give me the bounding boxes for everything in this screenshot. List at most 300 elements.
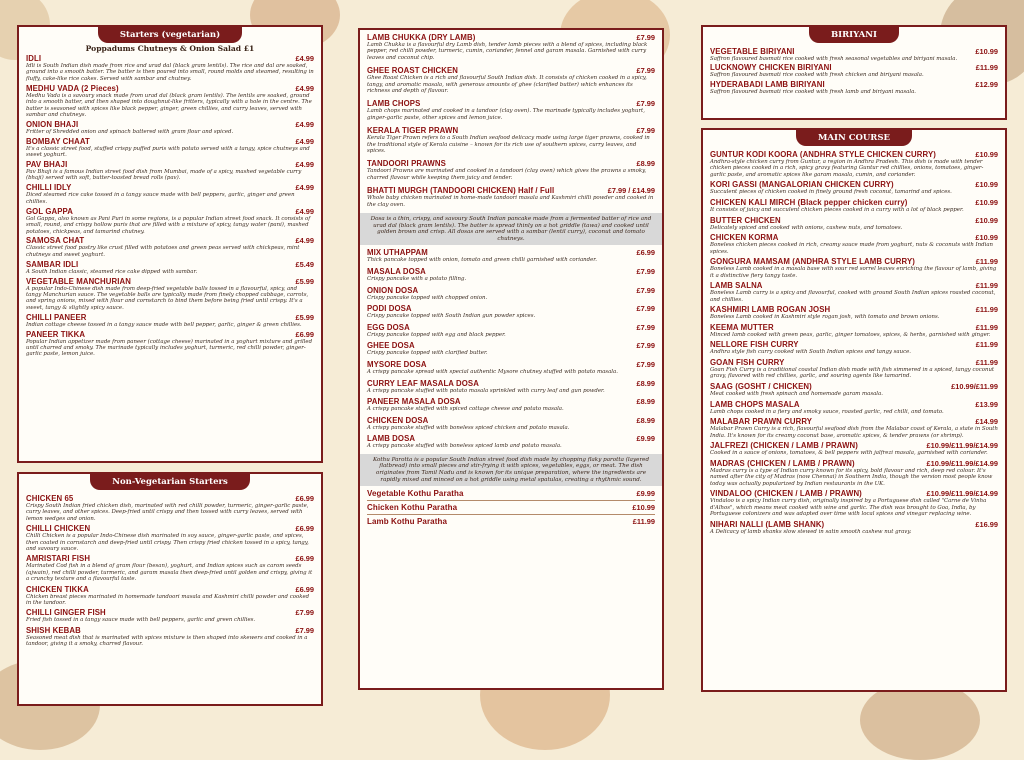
menu-item-row bbox=[367, 503, 655, 512]
menu-item-row bbox=[367, 286, 655, 295]
menu-item-row bbox=[26, 313, 314, 322]
menu-item bbox=[703, 281, 1005, 303]
menu-item bbox=[360, 66, 662, 94]
menu-item-description: A crispy pancake stuffed with potato masala sprinkled with curry leaf and gun powder. bbox=[367, 387, 605, 394]
menu-item bbox=[360, 503, 662, 512]
menu-item-price: £14.99 bbox=[975, 417, 998, 427]
menu-item-price: £7.99 bbox=[636, 33, 655, 42]
menu-item-price: £13.99 bbox=[975, 399, 998, 409]
middle-panel bbox=[358, 28, 664, 690]
menu-item-name: GUNTUR KODI KOORA (ANDHRA STYLE CHICKEN CURRY) bbox=[710, 150, 936, 159]
menu-item-row bbox=[26, 160, 314, 169]
menu-item-price: £5.99 bbox=[295, 312, 314, 322]
menu-item-row bbox=[26, 494, 314, 503]
menu-item-name: CHILLI IDLY bbox=[26, 183, 72, 193]
menu-item bbox=[360, 304, 662, 319]
menu-item-row bbox=[710, 323, 998, 332]
menu-item-row bbox=[26, 608, 314, 617]
menu-item-row bbox=[26, 524, 314, 533]
menu-item-description: Pav Bhaji is a famous Indian street food dish from Mumbai, made of a spicy, mashed vegetable curry (bhaji) served with soft, butter-toasted bread rolls (pav). bbox=[26, 169, 302, 182]
menu-item-row bbox=[710, 459, 998, 468]
menu-item-price: £7.99 bbox=[636, 126, 655, 136]
menu-item bbox=[19, 626, 321, 648]
menu-item-description: It consists of juicy and succulent chicken pieces cooked in a curry with a lot of black pepper. bbox=[710, 207, 964, 213]
menu-item-name: SAMOSA CHAT bbox=[26, 236, 85, 246]
menu-item bbox=[19, 524, 321, 552]
menu-item-price: £7.99 bbox=[636, 285, 655, 295]
menu-item-description: Minced lamb cooked with green peas, garlic, ginger tomatoes, spices, & herbs, garnished with ginger. bbox=[710, 331, 991, 338]
menu-item-row bbox=[710, 257, 998, 266]
menu-item-row bbox=[710, 47, 998, 56]
menu-item bbox=[703, 305, 1005, 320]
menu-item-description: Marinated Cod fish in a blend of gram flour (besan), yoghurt, and Indian spices such as carom seeds (ajwain), red chilli powder, turmeric, and garam masala then deep-fried until golden and crispy, giving it a crunchy texture and a flavourful taste. bbox=[26, 563, 313, 583]
menu-item-description: Fried fish tossed in a tangy sauce made with bell peppers, garlic and green chillies. bbox=[26, 617, 256, 624]
menu-item-row bbox=[26, 84, 314, 93]
menu-item-row bbox=[367, 397, 655, 406]
menu-item-name: MADRAS (CHICKEN / LAMB / PRAWN) bbox=[710, 458, 855, 468]
menu-item bbox=[360, 517, 662, 526]
menu-item bbox=[703, 180, 1005, 195]
menu-item-name: BUTTER CHICKEN bbox=[710, 215, 781, 225]
menu-item-description: Lamb chops marinated and cooked in a tandoor (clay oven). The marinade typically includes yoghurt, ginger-garlic paste, other spices and lemon juice. bbox=[367, 108, 645, 121]
menu-item-description: Idli is South Indian dish made from rice and urad dal (black gram lentils). The rice and dal are soaked, ground into a smooth batter. The batter is then poured into small, round molds and steamed, resulting in fluffy, cake-like rice cakes. Served with sambar and chutney. bbox=[26, 63, 314, 82]
menu-item-description: Andhra style fish curry cooked with South Indian spices and tangy sauce. bbox=[710, 349, 912, 356]
menu-item-description: Diced steamed rice cake tossed in a tangy sauce made with bell peppers, garlic, ginger and green chillies. bbox=[26, 192, 295, 205]
menu-item-name: PODI DOSA bbox=[367, 304, 412, 314]
menu-item-description: Kerala Tiger Prawn refers to a South Indian seafood delicacy made using large tiger prawns, cooked in the traditional style of Kerala cuisine – known for its rich use of southern spices, curry leaves, and spices. bbox=[367, 135, 650, 155]
menu-item-price: £7.99 bbox=[636, 66, 655, 76]
panel-title: Non-Vegetarian Starters bbox=[90, 474, 250, 490]
panel-title: Starters (vegetarian) bbox=[98, 27, 242, 43]
menu-item-name: GOAN FISH CURRY bbox=[710, 357, 785, 367]
menu-item-row bbox=[26, 236, 314, 245]
menu-item-name: KORI GASSI (MANGALORIAN CHICKEN CURRY) bbox=[710, 180, 894, 190]
menu-item-price: £10.99/£11.99 bbox=[951, 381, 998, 391]
menu-item-price: £11.99 bbox=[975, 340, 998, 350]
menu-item-name: CHILLI GINGER FISH bbox=[26, 608, 106, 618]
menu-item-row bbox=[710, 281, 998, 290]
menu-item-price: £10.99 bbox=[632, 503, 655, 513]
menu-item-price: £11.99 bbox=[632, 517, 655, 527]
menu-item-name: GOL GAPPA bbox=[26, 206, 73, 216]
food-photo-decoration bbox=[860, 680, 980, 760]
menu-item-row bbox=[367, 66, 655, 75]
menu-item-name: CHICKEN KORMA bbox=[710, 233, 779, 243]
menu-item-description: Succulent pieces of chicken cooked in finely ground fresh coconut, tamarind and spices. bbox=[710, 189, 952, 196]
menu-item-row bbox=[367, 186, 655, 195]
menu-item-description: Lamb Chukka is a flavourful dry Lamb dish, tender lamb pieces with a blend of spices, including black pepper, red chilli powder, turmeric, cumin, coriander, fennel and garam masala. Garnished with curry leaves and coconut chip. bbox=[367, 42, 648, 61]
menu-item-price: £10.99/£11.99/£14.99 bbox=[926, 441, 998, 451]
menu-item-name: LAMB CHUKKA (DRY LAMB) bbox=[367, 33, 476, 42]
menu-item-price: £7.99 bbox=[636, 360, 655, 370]
menu-item-row bbox=[710, 63, 998, 72]
menu-item bbox=[703, 323, 1005, 338]
menu-item-description: Lamb chops cooked in a fiery and smoky sauce, roasted garlic, red chilli, and tomato. bbox=[710, 408, 944, 415]
menu-item-name: CURRY LEAF MASALA DOSA bbox=[367, 378, 479, 388]
menu-item-description: Malabar Prawn Curry is a rich, flavourful seafood dish from the Malabar coast of Kerala, a state in South India. It's known for its creamy coconut base, aromatic spices, & tender prawns (or shrimp). bbox=[710, 426, 998, 439]
menu-item bbox=[703, 459, 1005, 487]
menu-item-name: MYSORE DOSA bbox=[367, 360, 427, 370]
menu-item-description: A crispy pancake stuffed with spiced cottage cheese and potato masala. bbox=[367, 406, 564, 413]
menu-item bbox=[360, 248, 662, 263]
menu-item-row bbox=[367, 434, 655, 443]
menu-item-name: BOMBAY CHAAT bbox=[26, 136, 90, 146]
menu-item bbox=[703, 233, 1005, 255]
menu-item-price: £7.99 / £14.99 bbox=[607, 186, 655, 196]
menu-item bbox=[360, 126, 662, 154]
menu-divider bbox=[367, 514, 655, 515]
menu-item-description: Chilli Chicken is a popular Indo-Chinese dish marinated in soy sauce, ginger-garlic paste, and spices, then coated in cornstarch and deep-fried until crispy. Then crispy fried chicken tossed in a spicy, tangy, and savoury sauce. bbox=[26, 533, 309, 553]
menu-item-row bbox=[367, 323, 655, 332]
menu-item-row bbox=[710, 520, 998, 529]
menu-item-name: CHILLI PANEER bbox=[26, 312, 87, 322]
menu-item-description: Andhra-style chicken curry from Guntur, a region in Andhra Pradesh. This dish is made with tender chicken pieces cooked in a rich, spicy gravy featuring Guntur red chillies, onions, tomatoes, ginger-garlic paste, and aromatic spices like garam masala, cumin, and coriander. bbox=[710, 159, 984, 178]
menu-item-description: Classic street food pastry like crust filled with potatoes and green peas served with chickpeas, mint chutneys and sweet yoghurt. bbox=[26, 245, 300, 258]
menu-item-name: Vegetable Kothu Paratha bbox=[367, 489, 464, 499]
menu-item-row bbox=[26, 207, 314, 216]
menu-item-name: KASHMIRI LAMB ROGAN JOSH bbox=[710, 305, 831, 315]
menu-list bbox=[703, 47, 1005, 95]
menu-list bbox=[703, 150, 1005, 535]
menu-item bbox=[703, 520, 1005, 535]
menu-item-row bbox=[710, 216, 998, 225]
menu-item bbox=[360, 360, 662, 375]
menu-item-row bbox=[710, 400, 998, 409]
menu-item-name: ONION BHAJI bbox=[26, 119, 79, 129]
menu-item bbox=[19, 277, 321, 312]
menu-item bbox=[703, 441, 1005, 456]
menu-item-name: KERALA TIGER PRAWN bbox=[367, 126, 459, 136]
menu-item-name: GHEE ROAST CHICKEN bbox=[367, 66, 459, 76]
menu-item-price: £11.99 bbox=[975, 305, 998, 315]
menu-item-row bbox=[367, 379, 655, 388]
menu-item-name: VEGETABLE BIRIYANI bbox=[710, 47, 795, 56]
menu-item-price: £7.99 bbox=[636, 99, 655, 109]
menu-item bbox=[703, 47, 1005, 62]
menu-item bbox=[360, 323, 662, 338]
menu-item-row bbox=[26, 260, 314, 269]
menu-item-description: A crispy pancake spread with special authentic Mysore chutney stuffed with potato masala. bbox=[367, 369, 618, 376]
menu-item-price: £4.99 bbox=[295, 236, 314, 246]
menu-item-row bbox=[710, 305, 998, 314]
menu-item-price: £11.99 bbox=[975, 322, 998, 332]
menu-item-name: PAV BHAJI bbox=[26, 160, 68, 170]
menu-item-price: £7.99 bbox=[636, 322, 655, 332]
menu-item bbox=[703, 382, 1005, 397]
menu-item-price: £11.99 bbox=[975, 357, 998, 367]
menu-item bbox=[703, 400, 1005, 415]
menu-item-row bbox=[26, 277, 314, 286]
menu-item bbox=[19, 137, 321, 159]
dosa-note: Dosa is a thin, crispy, and savoury South Indian pancake made from a fermented batter of rice and urad dal (black gram lentils). The batter is spread thinly on a hot griddle (tawa) and cooked until golden brown and crisp. All dosas are served with a sambar (lentil curry), coconut and tomato chutneys. bbox=[360, 213, 662, 245]
menu-item-row bbox=[367, 33, 655, 42]
menu-item-description: Delicately spiced and cooked with onions, cashew nuts, and tomatoes. bbox=[710, 224, 903, 231]
menu-item-row bbox=[710, 417, 998, 426]
menu-item-description: Whole baby chicken marinated in home-made tandoori masala and Kashmiri chilli powder and cooked in the clay oven. bbox=[367, 195, 654, 208]
menu-item-price: £4.99 bbox=[295, 54, 314, 63]
menu-item-price: £10.99 bbox=[975, 215, 998, 225]
menu-item bbox=[19, 207, 321, 235]
menu-item-row bbox=[26, 330, 314, 339]
menu-item-row bbox=[26, 54, 314, 63]
menu-item-name: PANEER MASALA DOSA bbox=[367, 397, 461, 407]
menu-item-price: £10.99 bbox=[975, 233, 998, 243]
menu-item bbox=[360, 267, 662, 282]
menu-item-price: £6.99 bbox=[295, 329, 314, 339]
menu-item-price: £10.99/£11.99/£14.99 bbox=[926, 458, 998, 468]
menu-item-name: BHATTI MURGH (TANDOORI CHICKEN) Half / Full bbox=[367, 186, 555, 196]
menu-item-description: Boneless Lamb cooked in a masala base with sour red sorrel leaves enriching the flavour of lamb, giving it a distinctive fiery tangy taste. bbox=[710, 266, 997, 279]
menu-item-name: IDLI bbox=[26, 54, 42, 63]
menu-item-name: PANEER TIKKA bbox=[26, 329, 86, 339]
menu-list bbox=[19, 54, 321, 358]
menu-item-name: LAMB SALNA bbox=[710, 281, 763, 291]
menu-item-price: £8.99 bbox=[636, 397, 655, 407]
menu-item bbox=[360, 379, 662, 394]
menu-item-price: £6.99 bbox=[295, 554, 314, 564]
menu-item-description: Crispy pancake topped with chopped onion. bbox=[367, 294, 488, 301]
menu-item-price: £8.99 bbox=[636, 159, 655, 169]
menu-item-name: EGG DOSA bbox=[367, 322, 410, 332]
menu-item-description: Thick pancake topped with onion, tomato and green chilli garnished with coriander. bbox=[367, 257, 597, 264]
menu-item-price: £4.99 bbox=[295, 206, 314, 216]
menu-item-description: Saffron flavoured basmati rice cooked with fresh seasonal vegetables and biriyani masala. bbox=[710, 56, 958, 62]
menu-item-row bbox=[710, 489, 998, 498]
menu-item bbox=[360, 416, 662, 431]
menu-item-price: £4.99 bbox=[295, 119, 314, 129]
menu-item bbox=[703, 489, 1005, 517]
menu-item bbox=[360, 397, 662, 412]
menu-item-name: VINDALOO (CHICKEN / LAMB / PRAWN) bbox=[710, 489, 862, 499]
menu-item-row bbox=[367, 267, 655, 276]
menu-item-row bbox=[367, 416, 655, 425]
starters-nonveg-panel bbox=[17, 472, 323, 706]
menu-item-price: £6.99 bbox=[636, 248, 655, 258]
menu-item bbox=[703, 216, 1005, 231]
menu-item-description: Tandoori Prawns are marinated and cooked in a tandoori (clay oven) which gives the prawns a smoky, charred flavour while keeping them juicy and tender. bbox=[367, 168, 647, 181]
menu-item-name: LAMB DOSA bbox=[367, 434, 416, 444]
menu-item-row bbox=[710, 441, 998, 450]
menu-item-name: CHICKEN DOSA bbox=[367, 415, 429, 425]
menu-item-price: £16.99 bbox=[975, 519, 998, 529]
menu-item-price: £8.99 bbox=[636, 415, 655, 425]
menu-item-description: Crispy pancake with a potato filling. bbox=[367, 276, 467, 283]
menu-item-name: ONION DOSA bbox=[367, 285, 419, 295]
menu-item-description: Saffron flavoured basmati rice cooked with fresh lamb and biriyani masala. bbox=[710, 88, 917, 95]
menu-item-name: CHICKEN KALI MIRCH (Black pepper chicken curry) bbox=[710, 198, 908, 207]
menu-item-price: £9.99 bbox=[636, 489, 655, 499]
menu-item-name: KEEMA MUTTER bbox=[710, 322, 774, 332]
menu-item-row bbox=[710, 80, 998, 89]
menu-item-description: Boneless Lamb cooked in Kashmiri style rogan josh, with tomato and brown onions. bbox=[710, 314, 940, 321]
menu-item-description: Boneless Lamb curry is a spicy and flavourful, cooked with ground South Indian spices roasted coconut, and chillies. bbox=[710, 290, 996, 303]
panel-title: MAIN COURSE bbox=[796, 130, 912, 146]
menu-list bbox=[360, 33, 662, 208]
menu-item-name: GONGURA MAMSAM (ANDHRA STYLE LAMB CURRY) bbox=[710, 257, 915, 267]
menu-list bbox=[360, 489, 662, 526]
starters-veg-panel bbox=[17, 25, 323, 463]
menu-item-description: Seasoned meat dish that is marinated with spices mixture is then shaped into skewers and cooked in a tandoor, giving it a smoky, charred flavour. bbox=[26, 634, 308, 648]
menu-item-price: £6.99 bbox=[295, 524, 314, 534]
menu-item-description: Fritter of Shredded onion and spinach battered with gram flour and spiced. bbox=[26, 128, 234, 135]
menu-item-description: Crispy South Indian fried chicken dish, marinated with red chilli powder, turmeric, ginger-garlic paste, curry leaves, and other spices. Deep-fried until crispy and then tossed with curry leaves, served with lemon wedges and onion. bbox=[26, 503, 309, 522]
menu-item-price: £7.99 bbox=[636, 341, 655, 351]
menu-item-description: Gol Gappa, also known as Pani Puri in some regions, is a popular Indian street food snack. It consists of small, round, and crispy hollow puris that are filled with a mixture of spicy, tangy water (pani), mashed potatoes, chickpeas, and tamarind chutney. bbox=[26, 215, 311, 235]
menu-item-row bbox=[710, 382, 998, 391]
menu-item-price: £10.99/£11.99/£14.99 bbox=[926, 489, 998, 499]
menu-item-name: JALFREZI (CHICKEN / LAMB / PRAWN) bbox=[710, 441, 858, 451]
menu-item-price: £8.99 bbox=[636, 378, 655, 388]
menu-item bbox=[703, 80, 1005, 95]
menu-item bbox=[360, 99, 662, 121]
menu-item-description: A crispy pancake stuffed with boneless spiced lamb and potato masala. bbox=[367, 443, 562, 450]
menu-item bbox=[360, 489, 662, 498]
menu-item-price: £11.99 bbox=[975, 281, 998, 291]
menu-item-description: Ghee Roast Chicken is a rich and flavourful South Indian dish. It consists of chicken cooked in a spicy, tangy, and aromatic masala, with generous amounts of ghee (clarified butter) which enhances its richness and depth of flavour. bbox=[367, 75, 647, 95]
menu-item-description: Cooked in a sauce of onions, tomatoes, & bell peppers with jalfrezi masala, garnished with coriander. bbox=[710, 450, 988, 457]
menu-item-description: Popular Indian appetizer made from paneer (cottage cheese) marinated in a yoghurt mixture and grilled until charred and smoky. The marinade typically includes yoghurt, turmeric, red chilli powder, ginger-garlic paste, lemon juice. bbox=[26, 338, 313, 358]
menu-item-name: LUCKNOWY CHICKEN BIRIYANI bbox=[710, 63, 832, 73]
menu-item-name: SHISH KEBAB bbox=[26, 625, 81, 635]
menu-item-price: £7.99 bbox=[636, 304, 655, 314]
menu-item-row bbox=[367, 360, 655, 369]
menu-item bbox=[19, 54, 321, 82]
menu-item-description: Goan Fish Curry is a traditional coastal Indian dish made with fish simmered in a spiced, tangy coconut gravy, flavored with red chillies, garlic, and souring agents like tamarind. bbox=[710, 366, 995, 380]
menu-item-price: £7.99 bbox=[295, 625, 314, 635]
menu-item-description: A popular Indo-Chinese dish made from deep-fried vegetable balls tossed in a flavourful, spicy, and tangy Manchurian sauce. The vegetable balls are typically made from finely chopped cabbage, carrots, and spring onions, mixed with flour and cornstarch to bind them before being fried until crispy. It's a sweet, tangy & slightly spicy sauce. bbox=[26, 285, 309, 311]
menu-item-row bbox=[367, 126, 655, 135]
biriyani-panel bbox=[701, 25, 1007, 120]
menu-item bbox=[19, 260, 321, 275]
menu-item-row bbox=[367, 248, 655, 257]
menu-item-price: £7.99 bbox=[636, 267, 655, 277]
menu-item-name: MASALA DOSA bbox=[367, 267, 426, 277]
menu-item-row bbox=[710, 150, 998, 159]
menu-item-description: A crispy pancake stuffed with boneless spiced chicken and potato masala. bbox=[367, 424, 570, 431]
menu-item-name: NIHARI NALLI (LAMB SHANK) bbox=[710, 519, 825, 529]
menu-item-name: TANDOORI PRAWNS bbox=[367, 159, 446, 169]
menu-item-row bbox=[710, 358, 998, 367]
menu-item bbox=[360, 159, 662, 181]
menu-item bbox=[19, 120, 321, 135]
menu-item-price: £5.49 bbox=[295, 259, 314, 269]
menu-item-price: £4.99 bbox=[295, 183, 314, 193]
menu-item-description: A Delicacy of lamb shanks slow stewed in satin smooth cashew nut gravy. bbox=[710, 528, 912, 535]
menu-item-description: Madras curry is a type of Indian curry known for its spicy, bold flavour and rich, deep red colour. It's named after the city of Madras (now Chennai) in Southern India, though the version most people know today was actually popularized by Indian restaurants in the UK. bbox=[710, 467, 993, 487]
menu-item-description: Indian cottage cheese tossed in a tangy sauce made with bell pepper, garlic, ginger & green chillies. bbox=[26, 321, 302, 328]
menu-item bbox=[19, 585, 321, 607]
menu-item-name: LAMB CHOPS bbox=[367, 99, 421, 109]
menu-item-price: £4.99 bbox=[295, 160, 314, 170]
menu-item-price: £12.99 bbox=[975, 79, 998, 89]
menu-item-price: £5.99 bbox=[295, 276, 314, 286]
menu-item-row bbox=[367, 517, 655, 526]
menu-list bbox=[19, 494, 321, 648]
panel-title: BIRIYANI bbox=[809, 27, 899, 43]
menu-divider bbox=[367, 500, 655, 501]
menu-item bbox=[703, 340, 1005, 355]
kothu-note: Kothu Parotta is a popular South Indian street food dish made by chopping flaky parotta (layered flatbread) into small pieces and stir-frying it with spices, vegetables, eggs, or meat. The dish originates from Tamil Nadu and is known for its unique preparation, where the ingredients are rapidly mixed and minced on a hot griddle using metal spatulas, creating a rhythmic sound. bbox=[360, 454, 662, 486]
menu-item-row bbox=[710, 340, 998, 349]
menu-item-price: £7.99 bbox=[295, 608, 314, 618]
menu-item bbox=[19, 494, 321, 522]
menu-item bbox=[19, 160, 321, 182]
menu-item-price: £10.99 bbox=[975, 47, 998, 56]
menu-item-name: MALABAR PRAWN CURRY bbox=[710, 417, 813, 427]
menu-item bbox=[19, 183, 321, 205]
menu-item bbox=[360, 286, 662, 301]
menu-item-price: £4.99 bbox=[295, 83, 314, 93]
menu-item-row bbox=[367, 489, 655, 498]
menu-item bbox=[19, 608, 321, 623]
menu-item-description: A South Indian classic, steamed rice cake dipped with sambar. bbox=[26, 268, 198, 275]
menu-item-description: Saffron flavoured basmati rice cooked with fresh chicken and biriyani masala. bbox=[710, 72, 924, 79]
menu-item-description: Vindaloo is a spicy Indian curry dish, originally inspired by a Portuguese dish called "Carne de Vinha d'Alhos", which means meat cooked with wine and garlic. The dish was brought to Goa, India, by Portuguese colonizers and was adapted over time with local spices and vinegar replacing wine. bbox=[710, 498, 987, 517]
menu-item-price: £10.99 bbox=[975, 198, 998, 207]
menu-item-price: £4.99 bbox=[295, 136, 314, 146]
menu-item-row bbox=[367, 341, 655, 350]
menu-item bbox=[360, 434, 662, 449]
menu-list bbox=[360, 248, 662, 449]
menu-item-name: NELLORE FISH CURRY bbox=[710, 340, 799, 350]
menu-item bbox=[360, 341, 662, 356]
menu-item-description: Medhu Vada is a savoury snack made from urad dal (black gram lentils). The lentils are soaked, ground into a smooth batter, and then shaped into doughnut-like fritters, typically with a hole in the centre. The batter is seasoned with spices like black pepper, ginger, green chillies, and curry leaves, served with sambar and chutneys. bbox=[26, 92, 312, 118]
menu-item-name: HYDERABADI LAMB BIRIYANI bbox=[710, 79, 825, 89]
menu-item-name: AMRISTARI FISH bbox=[26, 554, 91, 564]
menu-item-row bbox=[26, 183, 314, 192]
menu-item-row bbox=[26, 626, 314, 635]
menu-item-row bbox=[710, 233, 998, 242]
menu-item-description: Crispy pancake topped with egg and black pepper. bbox=[367, 331, 506, 338]
menu-item-description: Crispy pancake topped with South Indian gun powder spices. bbox=[367, 313, 536, 320]
menu-item-row bbox=[26, 137, 314, 146]
menu-item-name: MEDHU VADA (2 Pieces) bbox=[26, 83, 119, 93]
menu-item-name: VEGETABLE MANCHURIAN bbox=[26, 276, 131, 286]
panel-subtitle: Poppadums Chutneys & Onion Salad £1 bbox=[85, 44, 255, 53]
menu-item bbox=[19, 236, 321, 258]
menu-item-price: £11.99 bbox=[975, 63, 998, 73]
menu-item-row bbox=[710, 198, 998, 207]
menu-item bbox=[703, 198, 1005, 213]
menu-item-name: LAMB CHOPS MASALA bbox=[710, 399, 800, 409]
menu-item-name: SAAG (GOSHT / CHICKEN) bbox=[710, 381, 812, 391]
menu-item-row bbox=[367, 304, 655, 313]
menu-item-price: £6.99 bbox=[295, 494, 314, 503]
menu-item-price: £6.99 bbox=[295, 584, 314, 594]
menu-item bbox=[703, 150, 1005, 178]
menu-item-price: £10.99 bbox=[975, 180, 998, 190]
menu-item bbox=[703, 257, 1005, 279]
menu-item-name: Lamb Kothu Paratha bbox=[367, 517, 448, 527]
menu-item-name: CHILLI CHICKEN bbox=[26, 524, 91, 534]
menu-item bbox=[703, 63, 1005, 78]
menu-item-name: GHEE DOSA bbox=[367, 341, 415, 351]
menu-item-name: SAMBAR IDLI bbox=[26, 259, 79, 269]
menu-item bbox=[19, 554, 321, 582]
menu-item-description: Boneless chicken pieces cooked in rich, creamy sauce made from yoghurt, nuts & coconuts with Indian spices. bbox=[710, 242, 994, 255]
menu-item-name: MIX UTHAPPAM bbox=[367, 248, 428, 258]
menu-item-name: Chicken Kothu Paratha bbox=[367, 503, 458, 513]
menu-item-name: CHICKEN 65 bbox=[26, 494, 74, 503]
menu-item bbox=[703, 417, 1005, 439]
menu-item-name: CHICKEN TIKKA bbox=[26, 584, 89, 594]
menu-item-description: Chicken breast pieces marinated in homemade tandoori masala and Kashmiri chilli powder and cooked in the tandoor. bbox=[26, 593, 310, 607]
menu-item-description: Crispy pancake topped with clarified butter. bbox=[367, 350, 488, 357]
menu-item bbox=[360, 33, 662, 61]
menu-item-row bbox=[710, 180, 998, 189]
menu-item-row bbox=[26, 585, 314, 594]
menu-item-description: It's a classic street food, stuffed crispy puffed puris with potato served with a tangy, spice chutneys and sweet yoghurt. bbox=[26, 145, 310, 159]
